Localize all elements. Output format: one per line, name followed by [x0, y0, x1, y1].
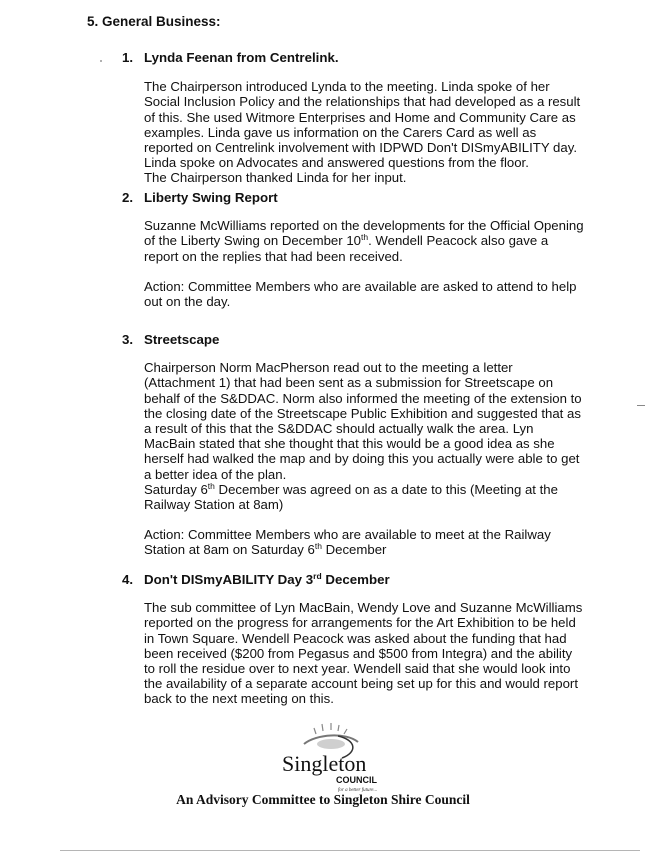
item-heading [122, 190, 592, 205]
item-number: 1. [122, 50, 134, 65]
item-heading [122, 332, 592, 347]
item-heading [122, 572, 592, 587]
item-paragraph: The Chairperson introduced Lynda to the meeting. Linda spoke of her Social Inclusion Policy and the relationships that had developed as a result of this. She used Witmore Enterprises and Home and Community Care as examples. Linda gave us information on the Carers Card as well as reported on Centrelink involvement with IDPWD Don't DISmyABILITY day. Linda spoke on Advocates and answered questions from the floor. The Chairperson thanked Linda for her input. [144, 79, 581, 186]
item-title [144, 572, 390, 587]
text-run: December was agreed on as a date to this (Meeting at the Railway Station at 8am) [144, 481, 558, 513]
text-run: Chairperson Norm MacPherson read out to the meeting a letter (Attachment 1) that had been sent as a submission for Streetscape on behalf of the S&DDAC. Norm also informed the meeting of the extension to the closing date of the Streetscape Public Exhibition and suggested that as a result of this that the S&DDAC should actually walk the area. Lyn MacBain stated that she thought that this would be a good idea as she herself had walked the map and by doing this you actually were able to get a better idea of the plan. [144, 360, 582, 482]
superscript: rd [313, 571, 322, 581]
agenda-item-3 [122, 332, 592, 558]
singleton-council-logo [276, 718, 386, 798]
logo-subtext: COUNCIL [336, 775, 377, 785]
text-run: Suzanne McWilliams reported on the developments for the Official Opening of the Liberty Swing on December 10 [144, 218, 584, 249]
logo-name: Singleton [282, 751, 367, 776]
scan-edge-line [60, 850, 640, 851]
item-heading [122, 50, 592, 65]
item-number: 4. [122, 572, 134, 587]
item-title: Streetscape [144, 332, 220, 347]
action-paragraph [144, 527, 584, 557]
superscript: th [360, 232, 369, 243]
sun-rays-icon [314, 723, 347, 734]
margin-mark [637, 405, 645, 406]
text-run: . Wendell Peacock also gave a report on the replies that had been received. [144, 233, 549, 264]
logo-swirl [317, 739, 345, 749]
item-number: 3. [122, 332, 134, 347]
item-paragraph [144, 360, 584, 512]
superscript: th [207, 480, 215, 491]
logo-tagline: for a better future... [338, 788, 378, 793]
action-paragraph: Action: Committee Members who are available are asked to attend to help out on the day. [144, 278, 577, 310]
text-run: Don't DISmyABILITY Day 3 [144, 572, 314, 587]
item-paragraph [144, 218, 584, 264]
text-run: December [321, 542, 387, 558]
text-run: Action: Committee Members who are available to meet at the Railway Station at 8am on Saturday 6 [144, 527, 551, 558]
section-heading: 5. General Business: [87, 14, 221, 29]
item-title: Lynda Feenan from Centrelink. [144, 50, 339, 65]
footer-text: An Advisory Committee to Singleton Shire Council [176, 792, 470, 807]
text-run: December [321, 572, 390, 587]
item-paragraph: The sub committee of Lyn MacBain, Wendy Love and Suzanne McWilliams reported on the progress for arrangements for the Art Exhibition to be held in Town Square. Wendell Peacock was asked about the funding that had been received ($200 from Pegasus and $500 from Integra) and the ability to roll the residue over to next year. Wendell said that she would look into the availability of a separate account being set up for this and would report back to the next meeting on this. [144, 600, 583, 707]
item-number: 2. [122, 190, 134, 205]
item-title: Liberty Swing Report [144, 190, 278, 205]
logo-graphic [276, 718, 386, 798]
agenda-item-1 [122, 50, 592, 186]
superscript: th [314, 541, 322, 552]
agenda-item-4 [122, 572, 592, 707]
agenda-item-2 [122, 190, 592, 309]
scan-speck [100, 60, 102, 62]
text-run: Saturday 6 [144, 481, 208, 497]
